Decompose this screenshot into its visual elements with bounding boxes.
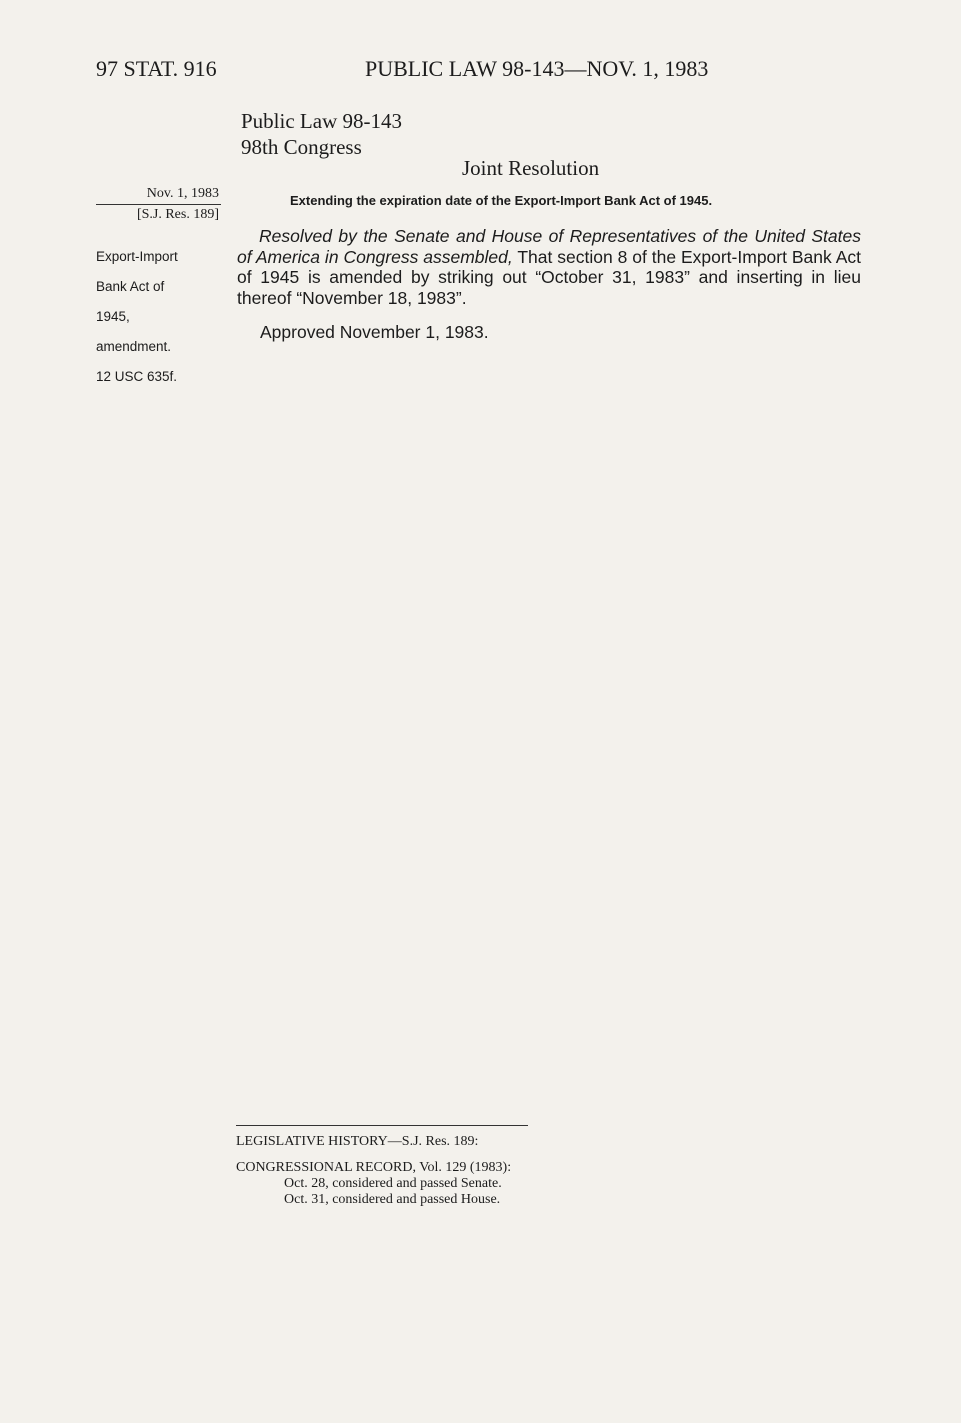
margin-topic-line: 1945, xyxy=(96,309,130,324)
margin-topic xyxy=(96,234,221,399)
approval-line: Approved November 1, 1983. xyxy=(260,322,489,342)
running-head xyxy=(96,56,861,86)
legislative-history xyxy=(236,1125,636,1208)
law-number-date: PUBLIC LAW 98-143—NOV. 1, 1983 xyxy=(365,56,709,81)
margin-divider xyxy=(96,204,221,205)
resolution-body xyxy=(237,226,861,308)
history-entry: Oct. 28, considered and passed Senate. xyxy=(284,1176,502,1191)
statute-page-number: 97 STAT. 916 xyxy=(96,56,217,81)
history-entries xyxy=(236,1176,636,1208)
purpose-statement: Extending the expiration date of the Export-Import Bank Act of 1945. xyxy=(290,193,713,208)
margin-topic-line: Export-Import xyxy=(96,249,178,264)
margin-notes xyxy=(96,186,221,399)
public-law-number: Public Law 98-143 xyxy=(241,109,402,133)
history-heading: LEGISLATIVE HISTORY—S.J. Res. 189: xyxy=(236,1134,479,1149)
law-title-block xyxy=(241,108,402,160)
congress-number: 98th Congress xyxy=(241,135,362,159)
margin-resolution-number: [S.J. Res. 189] xyxy=(136,207,219,222)
footnote-divider xyxy=(236,1125,528,1126)
margin-topic-line: Bank Act of xyxy=(96,279,165,294)
congressional-record: CONGRESSIONAL RECORD, Vol. 129 (1983): xyxy=(236,1160,512,1175)
margin-topic-line: amendment. xyxy=(96,339,172,354)
resolved-clause: Resolved by the Senate and House of Representatives of the United States of America in Congress assembled, xyxy=(237,226,861,267)
resolution-text: That section 8 of the Export-Import Bank Act of 1945 is amended by striking out “October 31, 1983” and inserting in lieu thereof “November 18, 1983”. xyxy=(237,246,861,308)
margin-date: Nov. 1, 1983 xyxy=(146,186,219,201)
history-entry: Oct. 31, considered and passed House. xyxy=(284,1192,501,1207)
margin-citation: 12 USC 635f. xyxy=(96,369,178,384)
document-type-heading: Joint Resolution xyxy=(462,156,600,180)
resolution-paragraph xyxy=(237,226,861,308)
